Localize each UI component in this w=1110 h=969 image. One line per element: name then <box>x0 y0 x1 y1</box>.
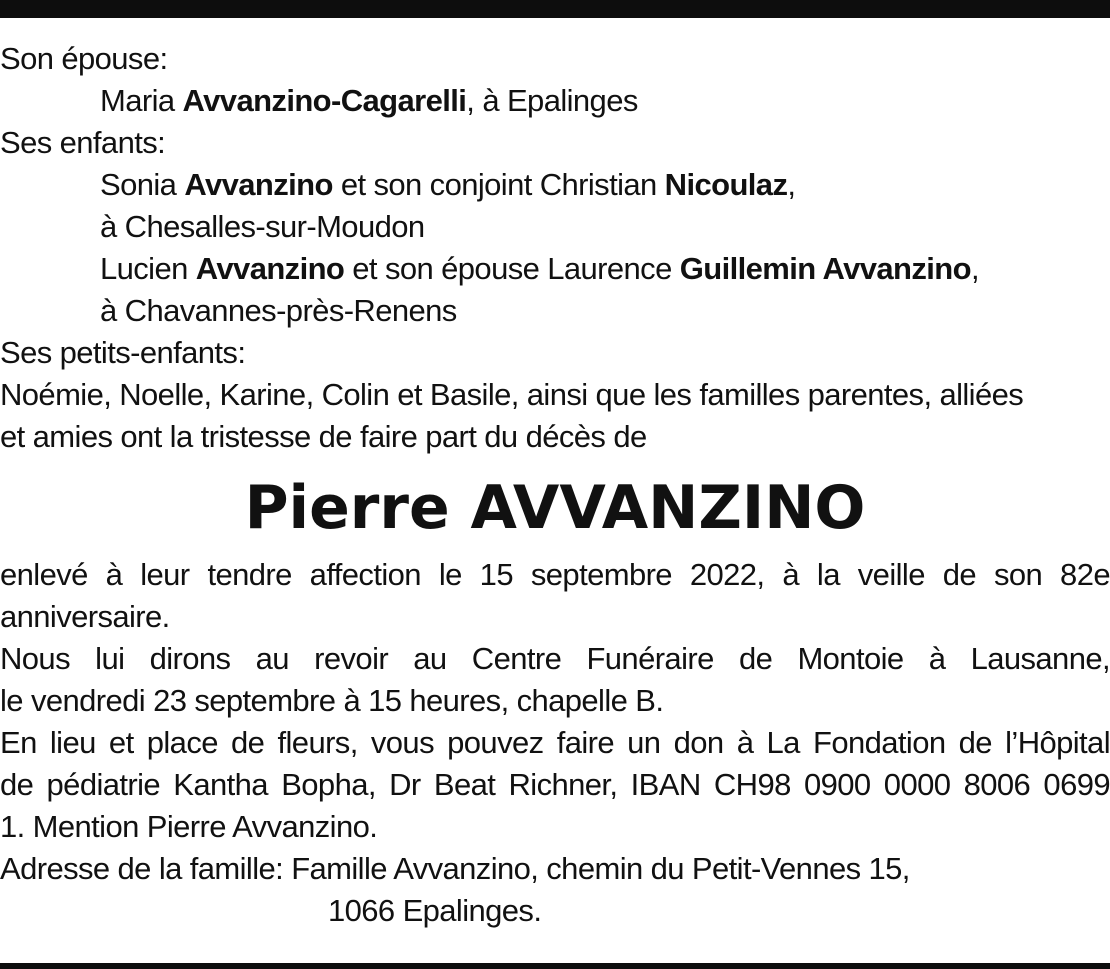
obituary-notice <box>0 38 1110 932</box>
child2-partner-text: et son épouse Laurence <box>352 251 672 286</box>
deceased-name: Pierre AVVANZINO <box>244 473 866 543</box>
children-heading: Ses enfants: <box>0 125 166 160</box>
donation-line-2: de pédiatrie Kantha Bopha, Dr Beat Richner, IBAN CH98 0900 0000 8006 0699 <box>0 767 1110 802</box>
donation-line-3: 1. Mention Pierre Avvanzino. <box>0 809 378 844</box>
child2-partner-surname: Guillemin Avvanzino <box>679 251 971 286</box>
grandchildren-line-1: Noémie, Noelle, Karine, Colin et Basile, ainsi que les familles parentes, alliées <box>0 377 1024 412</box>
top-border-rule <box>0 0 1110 18</box>
address-line-1: Famille Avvanzino, chemin du Petit-Vennes 15, <box>291 851 910 886</box>
spouse-first-name: Maria <box>100 83 175 118</box>
child1-trailing: , <box>787 167 796 202</box>
child1-entry <box>0 164 1110 206</box>
grandchildren-heading: Ses petits-enfants: <box>0 335 246 370</box>
address-label: Adresse de la famille: <box>0 851 284 886</box>
child1-partner-surname: Nicoulaz <box>664 167 788 202</box>
child1-first-name: Sonia <box>100 167 177 202</box>
child2-surname: Avvanzino <box>195 251 345 286</box>
address-first-line <box>0 848 910 890</box>
spouse-surname: Avvanzino-Cagarelli <box>182 83 467 118</box>
child1-partner-text: et son conjoint Christian <box>340 167 657 202</box>
ceremony-line-1: Nous lui dirons au revoir au Centre Funéraire de Montoie à Lausanne, <box>0 641 1110 676</box>
ceremony-line-2: le vendredi 23 septembre à 15 heures, chapelle B. <box>0 683 664 718</box>
grandchildren-line-2: et amies ont la tristesse de faire part du décès de <box>0 419 647 454</box>
address-line-2: 1066 Epalinges. <box>328 893 542 928</box>
passing-line-1: enlevé à leur tendre affection le 15 septembre 2022, à la veille de son 82e <box>0 557 1110 592</box>
child2-entry <box>0 248 1110 290</box>
spouse-heading: Son épouse: <box>0 41 168 76</box>
spouse-place: , à Epalinges <box>466 83 638 118</box>
donation-line-1: En lieu et place de fleurs, vous pouvez faire un don à La Fondation de l’Hôpital <box>0 725 1110 760</box>
child2-place: à Chavannes-près-Renens <box>100 293 457 328</box>
address-block <box>0 848 910 932</box>
passing-line-2: anniversaire. <box>0 599 170 634</box>
child1-surname: Avvanzino <box>184 167 333 202</box>
child1-place: à Chesalles-sur-Moudon <box>100 209 425 244</box>
bottom-border-rule <box>0 963 1110 969</box>
child2-trailing: , <box>970 251 979 286</box>
child2-first-name: Lucien <box>100 251 188 286</box>
spouse-entry <box>0 80 1110 122</box>
family-address <box>0 848 1110 932</box>
